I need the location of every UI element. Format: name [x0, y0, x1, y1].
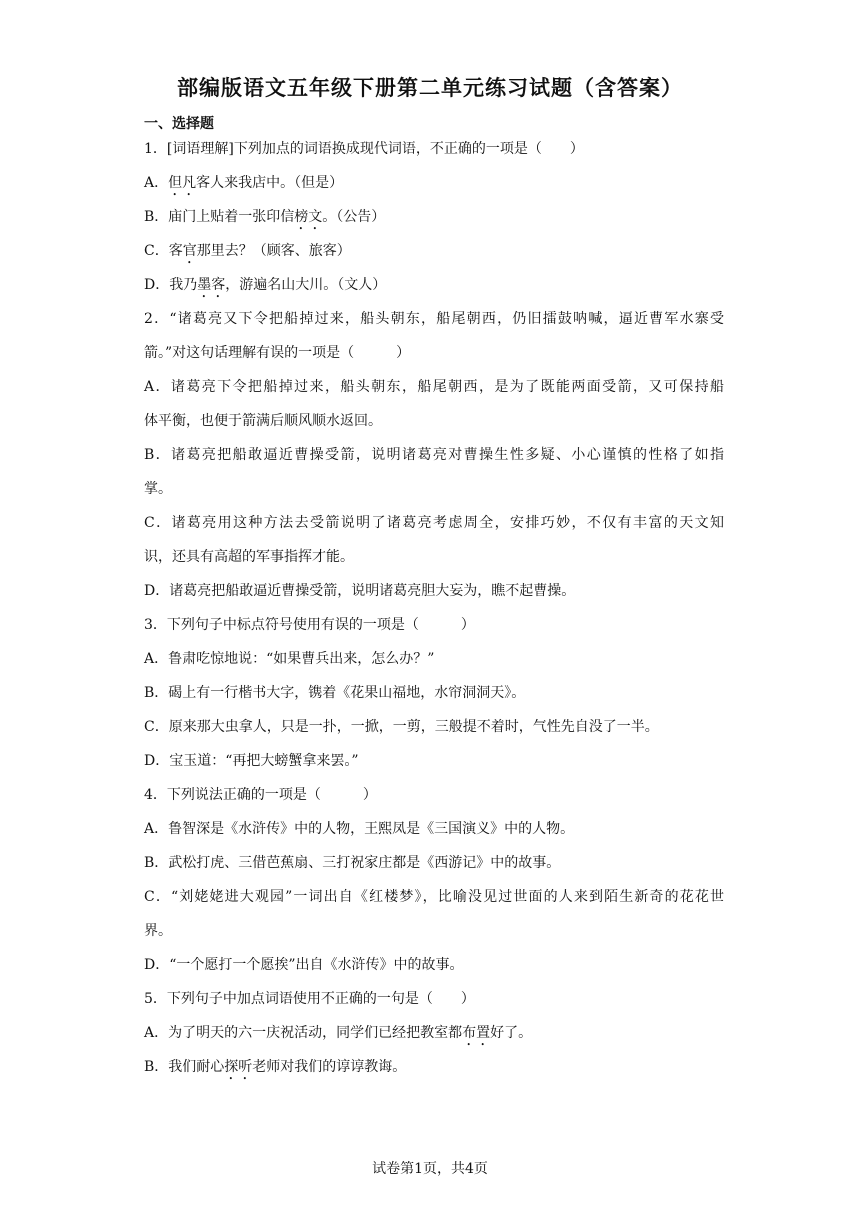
q4-option-b: B．武松打虎、三借芭蕉扇、三打祝家庄都是《西游记》中的故事。 [144, 855, 561, 871]
emphasis-word: 官 [182, 243, 197, 259]
q2-option-a-line-1: A．诸葛亮下令把船掉过来，船头朝东，船尾朝西，是为了既能两面受箭，又可保持船 [144, 379, 724, 395]
q2-stem-line-1: 2．“诸葛亮又下令把船掉过来，船头朝东，船尾朝西，仍旧擂鼓呐喊，逼近曹军水寨受 [144, 311, 724, 327]
section-heading: 一、选择题 [144, 116, 214, 132]
q5-option-b: B．我们耐心探听老师对我们的谆谆教诲。 [144, 1059, 407, 1075]
q2-stem-line-2: 箭。”对这句话理解有误的一项是（ ） [144, 345, 411, 361]
emphasis-word: 榜文 [294, 209, 323, 225]
q3-option-b: B．碣上有一行楷书大字，镌着《花果山福地，水帘洞洞天》。 [144, 685, 526, 701]
emphasis-word: 墨客 [197, 277, 226, 293]
q1-option-d: D．我乃墨客，游遍名山大川。（文人） [144, 277, 387, 293]
q2-option-c-line-2: 识，还具有高超的军事指挥才能。 [144, 549, 354, 565]
q3-option-c: C．原来那大虫拿人，只是一扑，一掀，一剪，三般提不着时，气性先自没了一半。 [144, 719, 659, 735]
q1-option-b: B．庙门上贴着一张印信榜文。（公告） [144, 209, 386, 225]
q3-option-d: D．宝玉道：“再把大螃蟹拿来罢。” [144, 753, 359, 769]
q2-option-b-line-2: 掌。 [144, 481, 172, 497]
page-title: 部编版语文五年级下册第二单元练习试题（含答案） [177, 76, 683, 100]
emphasis-word: 但凡 [168, 175, 197, 191]
q2-option-a-line-2: 体平衡，也便于箭满后顺风顺水返回。 [144, 413, 382, 429]
q4-option-d: D．“一个愿打一个愿挨”出自《水浒传》中的故事。 [144, 957, 464, 973]
q3-stem: 3．下列句子中标点符号使用有误的一项是（ ） [144, 617, 475, 633]
q5-option-a: A．为了明天的六一庆祝活动，同学们已经把教室都布置好了。 [144, 1025, 533, 1041]
q2-option-c-line-1: C．诸葛亮用这种方法去受箭说明了诸葛亮考虑周全，安排巧妙，不仅有丰富的天文知 [144, 515, 724, 531]
page-footer: 试卷第1页，共4页 [372, 1161, 488, 1177]
q4-option-c-line-2: 界。 [144, 923, 172, 939]
emphasis-word: 探听 [224, 1059, 253, 1075]
q4-option-a: A．鲁智深是《水浒传》中的人物，王熙凤是《三国演义》中的人物。 [144, 821, 575, 837]
q5-stem: 5．下列句子中加点词语使用不正确的一句是（ ） [144, 991, 475, 1007]
q1-stem: 1．[词语理解]下列加点的词语换成现代词语，不正确的一项是（ ） [144, 141, 584, 157]
emphasis-word: 布置 [462, 1025, 491, 1041]
question-body [144, 132, 724, 1084]
q4-stem: 4．下列说法正确的一项是（ ） [144, 787, 377, 803]
q4-option-c-line-1: C．“刘姥姥进大观园”一词出自《红楼梦》，比喻没见过世面的人来到陌生新奇的花花世 [144, 889, 724, 905]
q1-option-c: C．客官那里去？（顾客、旅客） [144, 243, 351, 259]
q2-option-b-line-1: B．诸葛亮把船敢逼近曹操受箭，说明诸葛亮对曹操生性多疑、小心谨慎的性格了如指 [144, 447, 724, 463]
q1-option-a: A．但凡客人来我店中。（但是） [144, 175, 344, 191]
q3-option-a: A．鲁肃吃惊地说：“如果曹兵出来，怎么办？” [144, 651, 435, 667]
q2-option-d: D．诸葛亮把船敢逼近曹操受箭，说明诸葛亮胆大妄为，瞧不起曹操。 [144, 583, 576, 599]
